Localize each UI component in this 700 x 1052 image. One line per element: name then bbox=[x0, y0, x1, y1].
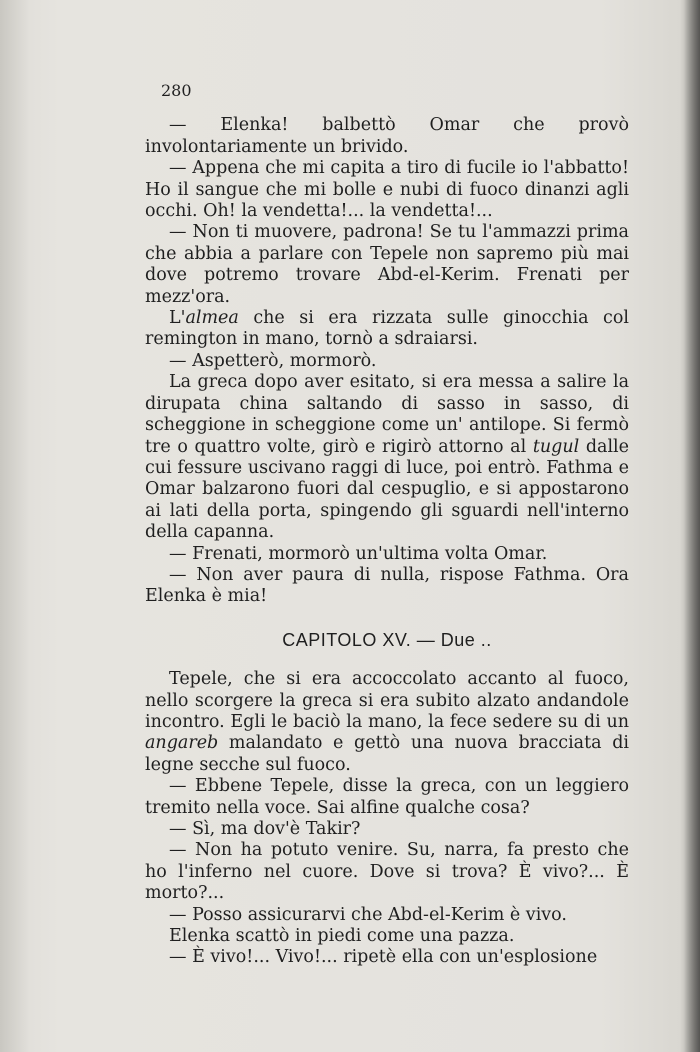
paragraph: — Non ha potuto venire. Su, narra, fa presto che ho l'inferno nel cuore. Dove si trova? È vivo?... È morto?... bbox=[145, 840, 629, 904]
chapter-heading: CAPITOLO XV. — Due .. bbox=[282, 629, 492, 650]
paragraph: — Frenati, mormorò un'ultima volta Omar. bbox=[169, 543, 548, 564]
page-number: 280 bbox=[161, 81, 192, 100]
text-fragment: dalle cui fessure uscivano raggi di luce, poi entrò. Fathma e Omar balzarono fuori dal cespuglio, e si appostarono ai lati della porta, spingendo gli sguardi nell'interno della capanna. bbox=[145, 436, 630, 543]
paragraph: — Posso assicurarvi che Abd-el-Kerim è vivo. bbox=[169, 904, 567, 925]
text-fragment: La greca dopo aver esitato, si era messa a salire la dirupata china saltando di sasso in sasso, di scheggione in scheggione come un' antilope. Si fermò tre o quattro volte, girò e rigirò attorno al bbox=[145, 372, 629, 457]
paragraph: — Sì, ma dov'è Takir? bbox=[169, 819, 361, 839]
paragraph: — Non ti muovere, padrona! Se tu l'ammazzi prima che abbia a parlare con Tepele non sapremo più mai dove potremo trovare Abd-el-Kerim. Frenati per mezz'ora. bbox=[145, 222, 629, 307]
italic-word: almea bbox=[185, 308, 239, 329]
paragraph: — Non aver paura di nulla, rispose Fathma. Ora Elenka è mia! bbox=[145, 564, 629, 607]
paragraph: Elenka scattò in piedi come una pazza. bbox=[169, 926, 515, 947]
text-fragment: Tepele, che si era accoccolato accanto al fuoco, nello scorgere la greca si era subito alzato andandole incontro. Egli le baciò la mano, la fece sedere su di un bbox=[145, 669, 629, 732]
page-edge-shadow bbox=[684, 0, 700, 1052]
paragraph-greca bbox=[145, 372, 629, 543]
paragraph-almea bbox=[145, 308, 629, 351]
paragraph: — È vivo!... Vivo!... ripetè ella con un'esplosione bbox=[169, 947, 598, 968]
italic-word: tugul bbox=[532, 436, 580, 457]
italic-word: angareb bbox=[145, 733, 219, 754]
text-fragment: L' bbox=[169, 308, 186, 329]
paragraph: — Elenka! balbettò Omar che provò involontariamente un brivido. bbox=[145, 115, 629, 157]
paragraph: — Ebbene Tepele, disse la greca, con un leggiero tremito nella voce. Sai alfine qualche cosa? bbox=[145, 776, 629, 818]
text-fragment: che si era rizzata sulle ginocchia col remington in mano, tornò a sdraiarsi. bbox=[145, 308, 629, 350]
paragraph-tepele bbox=[145, 669, 629, 776]
paragraph: — Appena che mi capita a tiro di fucile io l'abbatto! Ho il sangue che mi bolle e nubi di fuoco dinanzi agli occhi. Oh! la vendetta!... la vendetta!... bbox=[145, 158, 629, 222]
page-text bbox=[145, 60, 629, 969]
paragraph: — Aspetterò, mormorò. bbox=[169, 350, 377, 371]
text-fragment: malandato e gettò una nuova bracciata di legne secche sul fuoco. bbox=[145, 733, 629, 775]
